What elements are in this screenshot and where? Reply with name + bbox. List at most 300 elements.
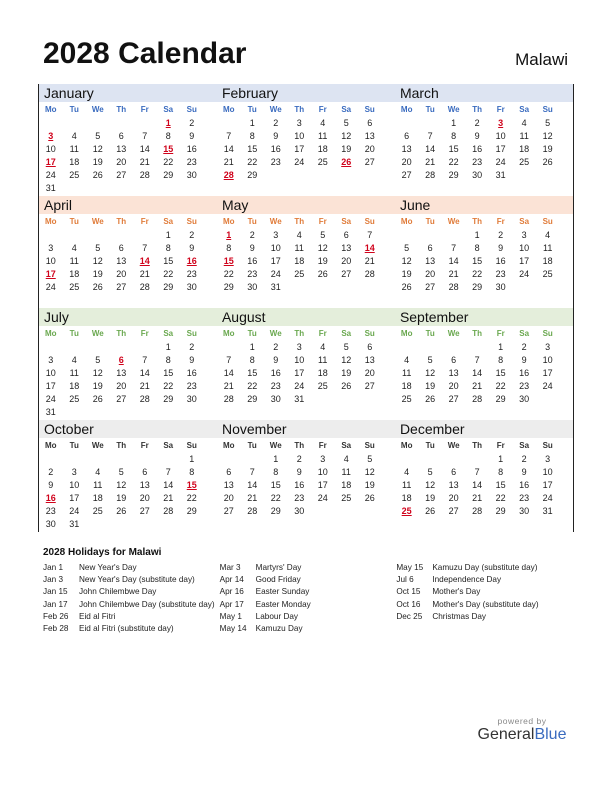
day-cell: 31 [270,282,281,292]
day-cell: 19 [425,381,436,391]
day-cell: 18 [317,368,328,378]
week-row [217,143,395,156]
day-cell: 8 [273,467,279,477]
day-cell: 18 [69,269,80,279]
week-row [39,518,217,531]
empty-day-cell [465,341,489,354]
week-row [395,255,573,268]
holiday-item [396,562,573,574]
day-cell: 5 [95,355,101,365]
day-cell: 17 [294,144,305,154]
day-cell: 24 [270,269,281,279]
day-cell: 30 [270,394,281,404]
day-cell: 22 [472,269,483,279]
empty-day-cell [157,182,181,195]
day-cell: 14 [247,480,258,490]
empty-day-cell [157,406,181,419]
day-cell: 4 [320,118,326,128]
day-cell: 19 [116,493,127,503]
holiday-item [396,599,573,611]
quarter-row [39,84,573,196]
weekday-label: Tu [425,329,435,338]
day-cell: 7 [226,355,232,365]
day-cell: 25 [92,506,103,516]
day-cell: 27 [139,506,150,516]
empty-day-cell [418,453,442,466]
day-cell: 10 [519,243,530,253]
holiday-name: John Chilembwe Day [79,587,157,597]
weekday-label: Th [294,441,305,450]
brand-name [472,726,572,744]
holiday-date: May 1 [219,611,242,621]
week-row [39,281,217,294]
day-cell: 19 [317,256,328,266]
day-cell: 27 [364,381,375,391]
week-row [217,453,395,466]
day-cell: 9 [273,131,279,141]
day-cell: 21 [448,269,459,279]
day-cell: 12 [364,467,375,477]
day-cell: 19 [92,381,103,391]
week-row [39,255,217,268]
day-cell: 2 [521,454,527,464]
day-cell: 24 [542,381,553,391]
weekday-label: Fr [318,441,327,450]
holiday-name: New Year's Day (substitute day) [79,575,195,585]
day-cell: 11 [341,467,351,477]
day-cell: 29 [163,394,174,404]
week-row [395,281,573,294]
empty-day-cell [39,117,63,130]
day-cell: 18 [519,144,530,154]
day-cell: 27 [448,506,459,516]
day-cell: 15 [495,480,506,490]
day-cell: 22 [495,381,506,391]
month-september [395,308,573,420]
day-cell: 26 [116,506,127,516]
day-cell: 29 [270,506,281,516]
day-cell: 8 [451,131,457,141]
week-row [217,130,395,143]
day-cell: 6 [367,342,373,352]
day-cell: 26 [341,381,352,391]
empty-day-cell [86,117,110,130]
empty-day-cell [133,406,157,419]
day-cell: 13 [341,243,352,253]
day-cell: 9 [273,355,279,365]
day-cell: 4 [404,355,410,365]
empty-day-cell [86,453,110,466]
weekday-label: Su [542,217,553,226]
day-cell: 17 [45,269,56,279]
weekday-label: Th [294,329,305,338]
day-cell: 12 [92,256,103,266]
day-cell: 6 [118,131,124,141]
month-name: March [395,84,573,102]
day-cell: 3 [48,131,54,141]
day-cell: 11 [402,368,412,378]
empty-day-cell [418,341,442,354]
holiday-item [43,574,220,586]
day-cell: 2 [249,230,255,240]
day-cell: 9 [189,355,195,365]
weekday-label: Mo [400,441,413,450]
empty-day-cell [217,341,241,354]
day-cell: 3 [296,342,302,352]
empty-day-cell [240,453,264,466]
day-cell: 31 [69,519,80,529]
day-cell: 23 [186,381,197,391]
weekday-label: Sa [519,441,530,450]
day-cell: 11 [93,480,103,490]
day-cell: 26 [364,493,375,503]
day-cell: 13 [223,480,234,490]
holiday-date: Oct 15 [396,587,421,597]
day-cell: 31 [45,407,56,417]
day-cell: 29 [472,282,483,292]
day-cell: 17 [542,480,553,490]
day-cell: 1 [474,230,480,240]
day-cell: 21 [139,269,150,279]
day-cell: 23 [186,269,197,279]
day-cell: 23 [45,506,56,516]
holiday-date: Apr 14 [219,575,244,585]
holiday-name: Eid al Fitri (substitute day) [79,624,174,634]
weekday-label: We [269,329,282,338]
holiday-item [220,562,397,574]
day-cell: 6 [451,355,457,365]
day-cell: 23 [270,157,281,167]
weekday-label: Mo [44,329,57,338]
weekday-header [217,326,395,341]
empty-day-cell [86,406,110,419]
empty-day-cell [110,117,134,130]
day-cell: 27 [341,269,352,279]
day-cell: 2 [189,342,195,352]
weekday-header [39,102,217,117]
day-cell: 24 [69,506,80,516]
holiday-name: Labour Day [255,611,299,621]
day-cell: 19 [341,144,352,154]
day-cell: 7 [474,467,480,477]
quarter-row [39,196,573,308]
weekday-label: Mo [44,105,57,114]
day-cell: 20 [364,144,375,154]
day-cell: 30 [519,394,530,404]
day-cell: 8 [474,243,480,253]
day-cell: 8 [165,243,171,253]
day-cell: 17 [270,256,281,266]
weekday-label: Th [294,217,305,226]
week-row [39,453,217,466]
day-cell: 10 [69,480,80,490]
month-name: October [39,420,217,438]
weekday-header [217,102,395,117]
weekday-label: Tu [247,217,257,226]
weekday-label: Mo [222,329,235,338]
holiday-date: Apr 17 [219,599,244,609]
day-cell: 27 [223,506,234,516]
day-cell: 3 [48,355,54,365]
day-cell: 20 [116,381,127,391]
weekday-label: Th [116,329,127,338]
weekday-label: We [91,441,104,450]
weekday-label: Fr [140,105,149,114]
day-cell: 6 [343,230,349,240]
day-cell: 9 [521,467,527,477]
month-may [217,196,395,308]
weekday-label: Su [542,441,553,450]
weekday-label: Su [542,329,553,338]
week-row [217,268,395,281]
day-cell: 12 [542,131,553,141]
empty-day-cell [536,393,560,406]
weekday-label: Tu [247,105,257,114]
empty-day-cell [442,229,466,242]
day-cell: 2 [48,467,54,477]
day-cell: 9 [48,480,54,490]
empty-day-cell [217,117,241,130]
week-row [217,492,395,505]
weekday-label: Fr [496,217,505,226]
day-cell: 22 [247,157,258,167]
day-cell: 20 [116,157,127,167]
week-row [217,281,395,294]
empty-day-cell [133,229,157,242]
day-cell: 12 [317,243,328,253]
day-cell: 17 [317,480,328,490]
day-cell: 5 [95,131,101,141]
month-february [217,84,395,196]
day-cell: 3 [273,230,279,240]
holiday-date: Jul 6 [396,575,414,585]
day-cell: 13 [116,368,127,378]
day-cell: 7 [427,131,433,141]
weekday-label: We [447,441,460,450]
day-cell: 28 [139,394,150,404]
day-cell: 14 [139,368,150,378]
day-cell: 19 [401,269,412,279]
holiday-date: Jan 17 [43,599,68,609]
day-cell: 2 [521,342,527,352]
day-cell: 22 [448,157,459,167]
day-cell: 20 [448,381,459,391]
day-cell: 28 [223,170,234,180]
week-row [395,479,573,492]
day-cell: 25 [519,157,530,167]
day-cell: 1 [498,342,504,352]
day-cell: 4 [521,118,527,128]
empty-day-cell [86,518,110,531]
day-cell: 26 [341,157,352,167]
weekday-label: Su [364,217,375,226]
day-cell: 14 [163,480,174,490]
day-cell: 18 [294,256,305,266]
empty-day-cell [512,281,536,294]
empty-day-cell [39,453,63,466]
brand-general: General [477,726,535,743]
day-cell: 14 [448,256,459,266]
day-cell: 15 [247,144,258,154]
day-cell: 23 [519,493,530,503]
day-cell: 2 [498,230,504,240]
day-cell: 28 [425,170,436,180]
day-cell: 23 [247,269,258,279]
weekday-label: Sa [519,217,530,226]
day-cell: 13 [116,144,127,154]
day-cell: 30 [495,282,506,292]
day-cell: 12 [116,480,127,490]
holiday-date: Dec 25 [396,611,423,621]
day-cell: 29 [247,394,258,404]
day-cell: 20 [139,493,150,503]
month-name: September [395,308,573,326]
day-cell: 11 [318,355,328,365]
day-cell: 16 [519,480,530,490]
week-row [39,406,217,419]
day-cell: 11 [69,256,79,266]
day-cell: 21 [223,157,234,167]
day-cell: 5 [404,243,410,253]
empty-day-cell [133,453,157,466]
week-row [217,169,395,182]
day-cell: 20 [341,256,352,266]
empty-day-cell [311,169,335,182]
day-cell: 27 [116,282,127,292]
holiday-item [396,586,573,598]
holiday-item [43,599,220,611]
day-cell: 21 [223,381,234,391]
powered-by-label: powered by [497,716,547,726]
day-cell: 23 [270,381,281,391]
day-cell: 22 [223,269,234,279]
week-row [217,466,395,479]
week-row [217,242,395,255]
day-cell: 3 [296,118,302,128]
empty-day-cell [442,341,466,354]
day-cell: 27 [448,394,459,404]
weekday-label: Sa [163,329,174,338]
holiday-name: Mother's Day [432,587,481,597]
weekday-label: Fr [140,441,149,450]
week-row [39,156,217,169]
day-cell: 1 [165,118,171,128]
weekday-label: Th [294,105,305,114]
day-cell: 17 [69,493,80,503]
weekday-label: We [269,441,282,450]
weekday-label: Fr [318,217,327,226]
weekday-header [39,438,217,453]
empty-day-cell [110,453,134,466]
day-cell: 21 [247,493,258,503]
holiday-item [43,611,220,623]
day-cell: 8 [498,467,504,477]
day-cell: 25 [317,157,328,167]
day-cell: 10 [294,131,305,141]
day-cell: 7 [165,467,171,477]
week-row [39,143,217,156]
day-cell: 16 [472,144,483,154]
day-cell: 12 [401,256,412,266]
holiday-item [43,586,220,598]
week-row [395,367,573,380]
holiday-date: Feb 26 [43,611,69,621]
day-cell: 28 [139,282,150,292]
weekday-label: We [447,105,460,114]
empty-day-cell [110,341,134,354]
day-cell: 21 [163,493,174,503]
weekday-label: Th [116,217,127,226]
empty-day-cell [334,169,358,182]
day-cell: 18 [69,157,80,167]
weekday-label: Th [472,217,483,226]
week-row [217,255,395,268]
empty-day-cell [63,182,87,195]
weekday-label: Su [364,441,375,450]
day-cell: 28 [223,394,234,404]
day-cell: 3 [521,230,527,240]
day-cell: 21 [139,381,150,391]
holiday-name: Eid al Fitri [79,611,116,621]
day-cell: 1 [249,118,255,128]
day-cell: 29 [186,506,197,516]
month-august [217,308,395,420]
week-row [39,354,217,367]
holiday-date: Jan 15 [43,587,68,597]
day-cell: 20 [401,157,412,167]
day-cell: 26 [92,170,103,180]
day-cell: 6 [226,467,232,477]
weekday-label: Tu [247,441,257,450]
day-cell: 7 [367,230,373,240]
holiday-item [43,623,220,635]
holiday-date: May 15 [396,563,424,572]
weekday-label: Mo [44,441,57,450]
week-row [395,169,573,182]
week-row [217,354,395,367]
empty-day-cell [63,117,87,130]
day-cell: 25 [69,282,80,292]
day-cell: 9 [189,131,195,141]
day-cell: 11 [69,368,79,378]
empty-day-cell [63,406,87,419]
day-cell: 16 [186,256,197,266]
month-name: February [217,84,395,102]
empty-day-cell [358,393,382,406]
week-row [395,354,573,367]
day-cell: 27 [401,170,412,180]
week-row [39,169,217,182]
weekday-label: We [269,217,282,226]
day-cell: 1 [498,454,504,464]
empty-day-cell [334,393,358,406]
day-cell: 26 [317,269,328,279]
day-cell: 13 [139,480,150,490]
country-name: Malawi [515,50,568,69]
empty-day-cell [86,229,110,242]
weekday-label: Tu [247,329,257,338]
week-row [217,380,395,393]
day-cell: 16 [247,256,258,266]
day-cell: 10 [495,131,506,141]
day-cell: 14 [472,368,483,378]
day-cell: 13 [364,131,375,141]
weekday-label: We [91,329,104,338]
day-cell: 10 [294,355,305,365]
brand-logo [472,716,572,744]
day-cell: 2 [273,342,279,352]
weekday-header [39,326,217,341]
